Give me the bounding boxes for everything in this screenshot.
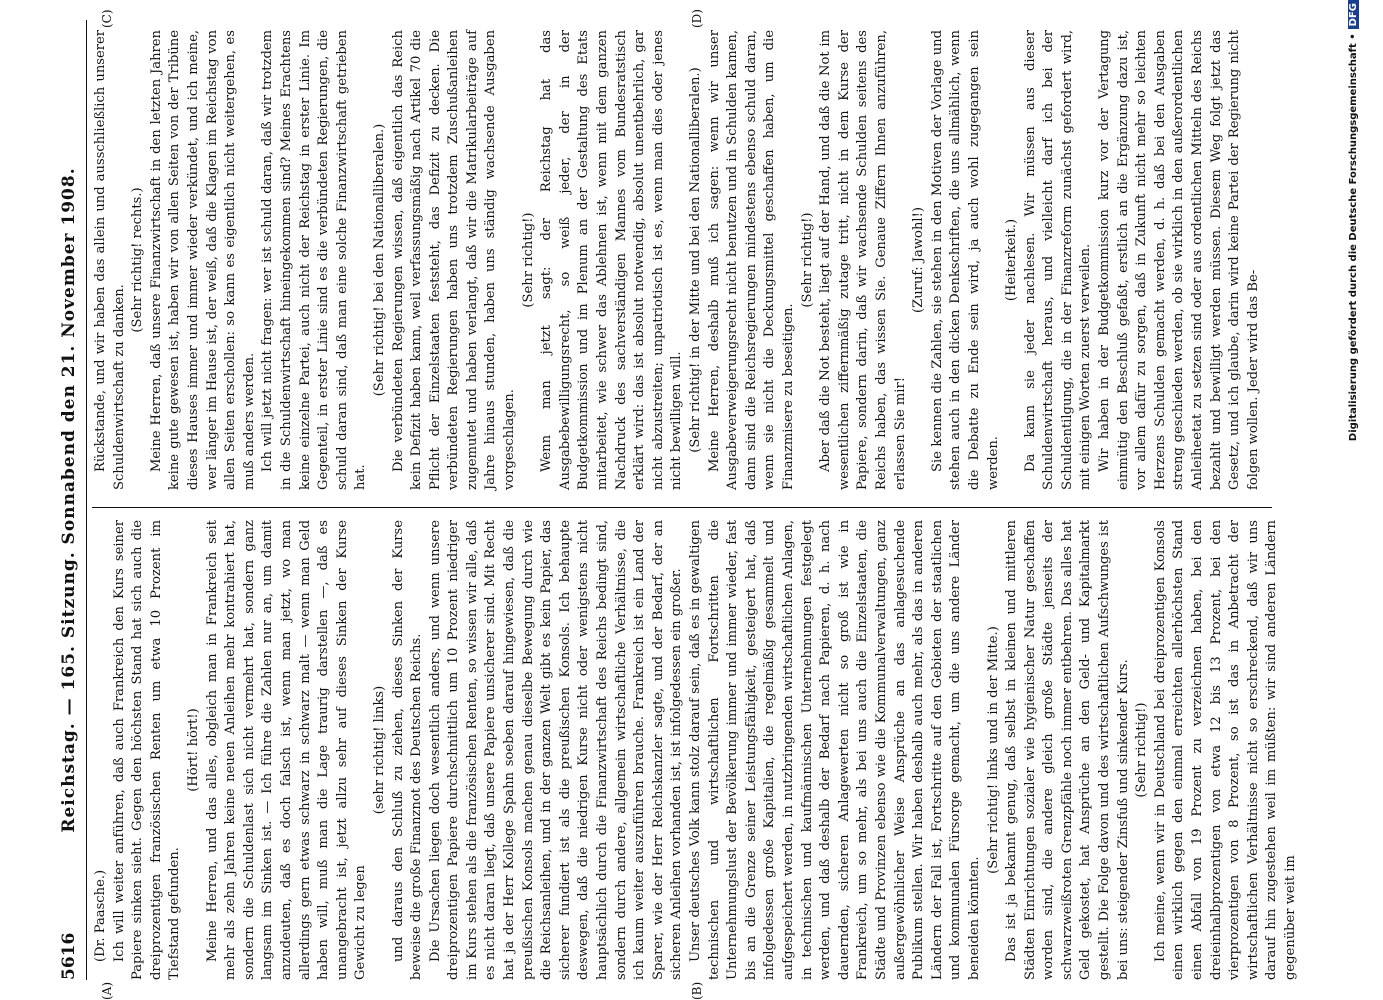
- text-column-right: [92, 30, 1272, 490]
- interjection: (Sehr richtig! in der Mitte und bei den Nationalliberalen.): [688, 67, 703, 453]
- paragraph: Aber daß die Not besteht, liegt auf der Hand, und daß die Not im wesentlichen ziffernmäßig zutage tritt, nicht in dem Kurse der Papiere, sondern darin, daß wir wachsende Schulden seitens des Reichs haben, das wissen Sie. Genaue Ziffern Ihnen anzuführen, erlassen Sie mir!: [818, 30, 908, 490]
- interjection: (Zuruf: Jawohl!): [911, 207, 927, 313]
- interjection: (sehr richtig! links): [371, 685, 387, 815]
- interjection: (Sehr richtig!): [1134, 702, 1150, 798]
- paragraph: Wir haben in der Budgetkommission kurz vor der Vertagung einmütig den Beschluß gefaßt, erstlich an die Ergänzung dazu ist, vor allem dafür zu sorgen, daß in Zukunft nicht mehr so leichten Herzens Schulden gemacht werden, d. h. daß bei den Ausgaben streng geschieden werden, ob sie wirklich in den außerordentlichen Anleiheetat zu setzen sind oder aus ordentlichen Mitteln des Reichs bezahlt und bewilligt werden müssen. Diesem Weg folgt jetzt das Gesetz, und ich glaube, darin wird keine Partei der Regierung nicht folgen wollen. Jeder wird das Be-: [1097, 30, 1261, 490]
- paragraph: Unser deutsches Volk kann stolz darauf sein, daß es in gewaltigen technischen und wirtschaftlichen Fortschritten die Unternehmungslust der Bevölkerung immer und immer wieder, fast bis an die Grenze seiner Leistungsfähigkeit, gesteigert hat, daß infolgedessen große Kapitalien, die regelmäßig gesammelt und aufgespeichert werden, in nutzbringenden wirtschaftlichen Anlagen, in technischen und kaufmännischen Unternehmungen festgelegt werden, und daß deshalb der Bedarf nach Papieren, d. h. nach dauernden, sicheren Anlagewerten nicht so groß ist wie in Frankreich, um so mehr, als bei uns auch die Einzelstaaten, die Städte und Provinzen ebenso wie die Kommunalverwaltungen, ganz außergewöhnlicher Weise Ansprüche an das anlagesuchende Publikum stellen. Wir haben deshalb auch mehr, als das in anderen Ländern der Fall ist, Fortschritte auf den Gebieten der staatlichen und kommunalen Fürsorge gemacht, um die uns andere Länder beneiden könnten.: [688, 520, 982, 980]
- page-header: [55, 20, 85, 980]
- paragraph: Sie kennen die Zahlen, sie stehen in den Motiven der Vorlage und stehen auch in den dicken Denkschriften, die uns allmählich, wenn die Debatte zu Ende sein wird, ja auch wohl zugegangen sein werden.: [929, 30, 1001, 490]
- interjection: (Hört! hört!): [185, 708, 201, 792]
- paragraph: Da kann sie jeder nachlesen. Wir müssen aus dieser Schuldenwirtschaft heraus, und vielleicht darf ich bei der Schuldentilgung, die in der Finanzreform zunächst gefordert wird, mit einigen Worten zuerst verweilen.: [1022, 30, 1094, 490]
- paragraph: Meine Herren, und das alles, obgleich man in Frankreich seit mehr als zehn Jahren keine neuen Anleihen mehr kontrahiert hat, sondern die Schuldenlast sich nicht vermehrt hat, sondern ganz langsam im Sinken ist. — Ich führe die Zahlen nur an, um damit anzudeuten, daß es doch falsch ist, wenn man jetzt, wo man allerdings gern etwas schwarz in schwarz malt — wenn man Geld haben will, muß man die Lage traurig darstellen —, daß es unangebracht ist, jetzt allzu sehr auf dieses Sinken der Kurse Gewicht zu legen: [204, 520, 369, 980]
- text-column-left: [92, 520, 1298, 980]
- paragraph: und daraus den Schluß zu ziehen, dieses Sinken der Kurse beweise die große Finanznot des Deutschen Reichs.: [390, 520, 425, 980]
- paragraph: Meine Herren, daß unsere Finanzwirtschaft in den letzten Jahren keine gute gewesen ist, haben wir von allen Seiten von der Tribüne dieses Hauses immer und immer wieder verkündet, und ich meine, wer länger im Hause ist, der weiß, daß die Klagen im Reichstag von allen Seiten erschollen: so kann es eigentlich nicht weitergehen, es muß anders werden.: [148, 30, 257, 490]
- paragraph: Rückstande, und wir haben das allein und ausschließlich unserer Schuldenwirtschaft zu danken.: [93, 30, 127, 490]
- paragraph: Ich will weiter anführen, daß auch Frankreich den Kurs seiner Papiere sinken sieht. Gegen den höchsten Stand hat sich auch die dreiprozentigen französischen Renten um etwa 10 Prozent im Tiefstand gefunden.: [111, 520, 183, 980]
- interjection: (Sehr richtig!): [799, 212, 815, 308]
- margin-marker-b: (B): [690, 981, 704, 1000]
- dfg-logo: DFG: [1348, 0, 1359, 29]
- digitization-credit: [1348, 0, 1359, 1000]
- column-divider: [92, 507, 1272, 508]
- margin-marker-d: (D): [690, 9, 704, 28]
- interjection: (Sehr richtig! bei den Nationalliberalen.): [371, 123, 387, 397]
- interjection: (Sehr richtig! rechts.): [130, 187, 146, 333]
- interjection: (Heiterkeit.): [1004, 218, 1020, 302]
- paragraph: Das ist ja bekannt genug, daß selbst in kleinen und mittleren Städten Einrichtungen sozialer wie hygienischer Natur geschaffen worden sind, die andere gleich große Städte jenseits der schwarzweißroten Grenzpfähle noch immer entbehren. Das alles hat Geld gekostet, hat Ansprüche an den Geld- und Kapitalmarkt gestellt. Die Folge davon und des wirtschaftlichen Aufschwunges ist bei uns: steigender Zinsfuß und sinkender Kurs.: [1004, 520, 1131, 980]
- paragraph: Die verbündeten Regierungen wissen, daß eigentlich das Reich kein Defizit haben kann, weil verfassungsmäßig nach Artikel 70 die Pflicht der Einzelstaaten feststeht, das Defizit zu decken. Die verbündeten Regierungen haben uns trotzdem Zuschußanleihen zugemutet und haben verlangt, daß wir die Matrikularbeiträge auf Jahre hinaus stunden, haben uns ständig wachsende Ausgaben vorgeschlagen.: [390, 30, 518, 490]
- paragraph: Ich meine, wenn wir in Deutschland bei dreiprozentigen Konsols einen wirklich gegen den einmal erreichten allerhöchsten Stand einen Abfall von 19 Prozent zu verzeichnen haben, bei den dreieinhalbprozentigen von etwa 12 bis 13 Prozent, bei den vierprozentigen von 8 Prozent, so ist das in Anbetracht der wirtschaftlichen Verhältnisse nicht so erschreckend, daß wir uns darauf hin zugestehen weil im müßten: wir sind anderen Ländern gegenüber weit im: [1152, 520, 1298, 980]
- page-title: Reichstag. — 165. Sitzung. Sonnabend den 21. November 1908.: [59, 167, 79, 833]
- credit-text: Digitalisierung gefördert durch die Deutsche Forschungsgemeinschaft •: [1348, 33, 1359, 442]
- header-rule: [86, 20, 87, 980]
- margin-marker-a: (A): [100, 981, 114, 1000]
- paragraph: Ich will jetzt nicht fragen: wer ist schuld daran, daß wir trotzdem in die Schuldenwirtschaft hineingekommen sind? Meines Erachtens keine einzelne Partei, auch nicht der Reichstag in erster Linie. Im Gegenteil, in erster Linie sind es die verbündeten Regierungen, die schuld daran sind, daß man eine solche Finanzwirtschaft getrieben hat.: [260, 30, 369, 490]
- page-number: 5616: [59, 932, 79, 980]
- interjection: (Sehr richtig!): [520, 212, 536, 308]
- paragraph: Meine Herren, deshalb muß ich sagen: wenn wir unser Ausgabeverweigerungsrecht nicht benutzen und in Schulden kamen, dann sind die Reichsregierungen mindestens ebenso schuld daran, wenn sie nicht die Deckungsmittel geschaffen haben, um die Finanzmisere zu beseitigen.: [706, 30, 796, 490]
- paragraph: Wenn man jetzt sagt: der Reichstag hat das Ausgabebewilligungsrecht, so weiß jeder, der in der Budgetkommission und im Plenum an der Gestaltung des Etats mitarbeitet, wie schwer das Ablehnen ist, wenn mit dem ganzen Nachdruck des sachverständigen Mannes vom Bundesratstisch erklärt wird: das ist absolut notwendig, absolut unentbehrlich, gar nicht abzustreiten; unpatriotisch ist es, wenn man dies oder jenes nicht bewilligen will.: [539, 30, 685, 490]
- interjection: (Sehr richtig! links und in der Mitte.): [985, 626, 1001, 874]
- margin-marker-c: (C): [100, 9, 114, 28]
- paragraph: (Dr. Paasche.): [93, 869, 108, 962]
- paragraph: Die Ursachen liegen doch wesentlich anders, und wenn unsere dreiprozentigen Papiere durchschnittlich um 10 Prozent niedriger im Kurs stehen als die französischen Renten, so wissen wir alle, daß es nicht daran liegt, daß unsere Papiere unsicherer sind. Mit Recht hat ja der Herr Kollege Spahn soeben darauf hingewiesen, daß die preußischen Konsols machen genau dieselbe Bewegung durch wie die Reichsanleihen, und in der ganzen Welt gibt es kein Papier, das sicherer fundiert ist als die preußischen Konsols. Ich behaupte deswegen, daß die niedrigen Kurse nicht oder wenigstens nicht hauptsächlich durch die Finanzwirtschaft des Reichs bedingt sind, sondern durch andere, allgemein wirtschaftliche Verhältnisse, die ich kaum weiter auszuführen brauche. Frankreich ist ein Land der Sparer, wie der Herr Reichskanzler sagte, und der Bedarf, der an sicheren Anleihen vorhanden ist, ist infolgedessen ein großer.: [427, 520, 685, 980]
